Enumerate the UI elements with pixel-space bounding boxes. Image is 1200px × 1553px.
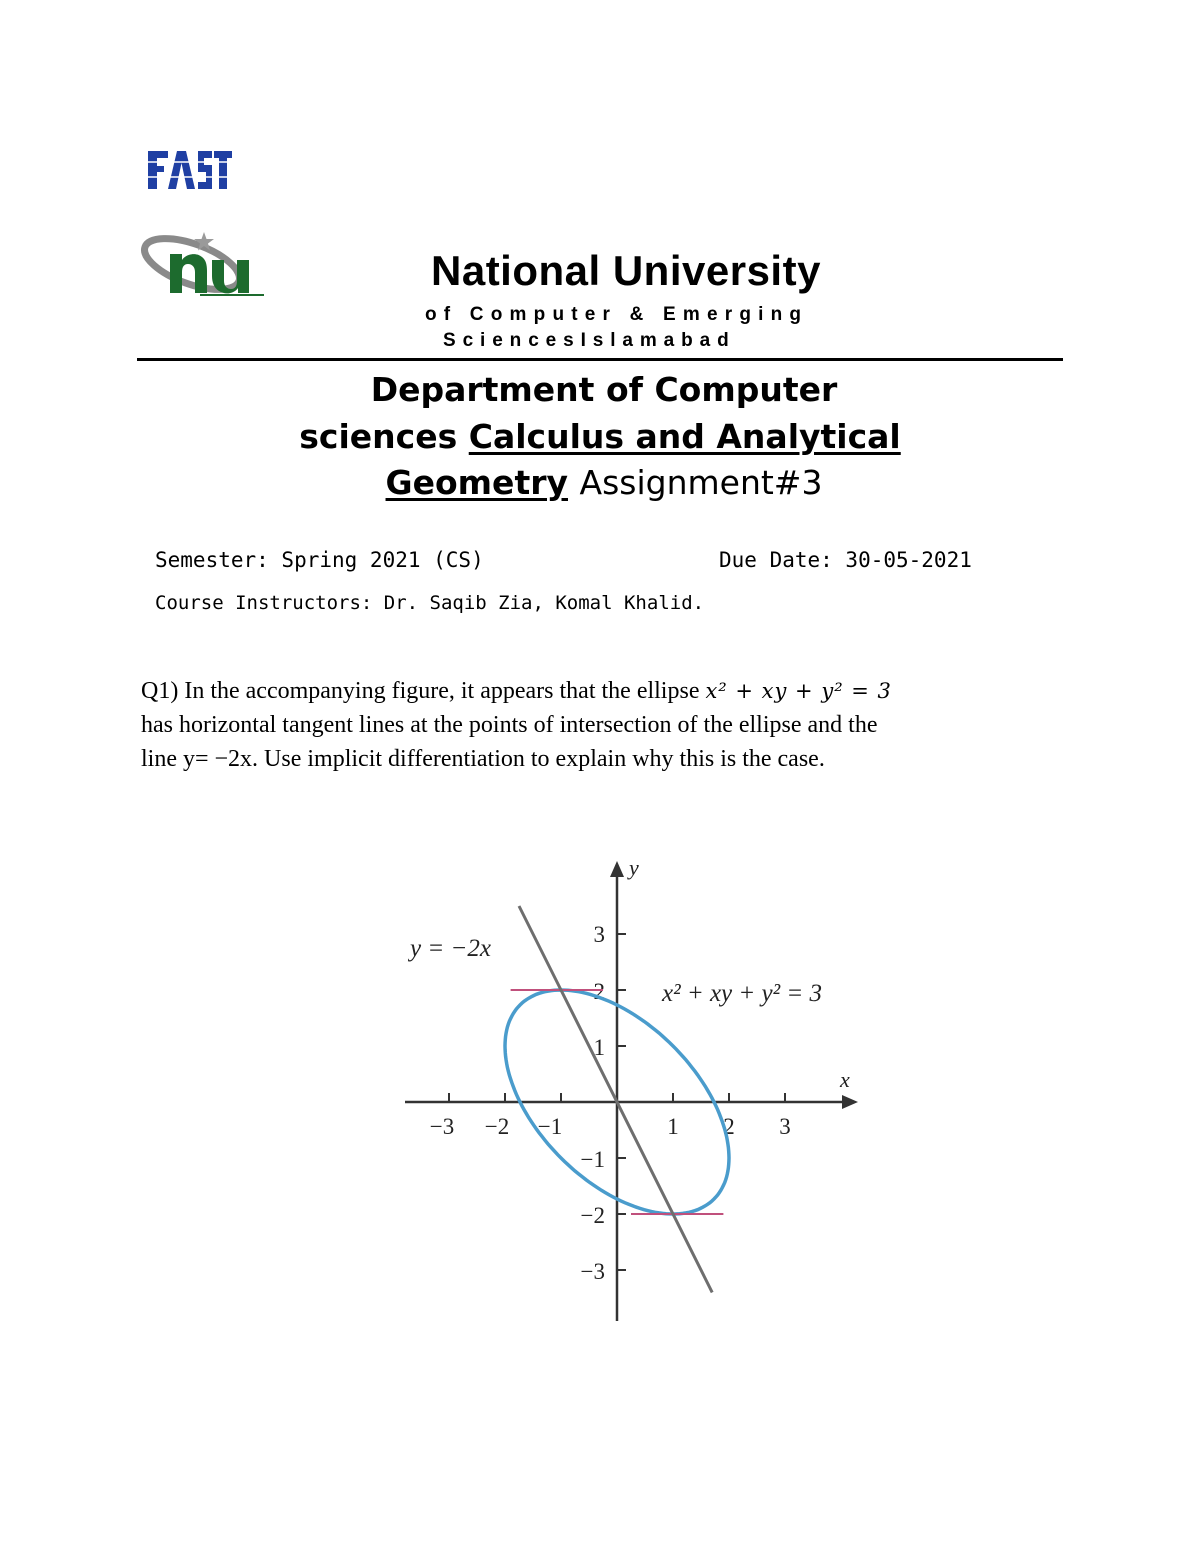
university-subtitle-line1: of Computer & Emerging [425,304,809,325]
x-tick-label: −2 [484,1114,510,1139]
x-axis-label: x [840,1067,850,1092]
x-tick-label: 1 [667,1114,679,1139]
line-y-equals-minus-2x [519,906,712,1292]
course-instructors: Course Instructors: Dr. Saqib Zia, Komal Khalid. [155,592,705,614]
y-tick-label: −3 [580,1259,605,1284]
question-line-3: line y= −2x. Use implicit differentiation to explain why this is the case. [141,746,825,772]
x-tick-label: 2 [723,1114,735,1139]
department-title [0,370,1200,409]
y-axis-label: y [629,855,639,880]
ellipse-label: x² + xy + y² = 3 [662,980,822,1007]
assignment-title-line [0,463,1200,502]
y-tick-label: −1 [580,1147,605,1172]
y-tick-label: 1 [593,1035,605,1060]
due-date: Due Date: 30-05-2021 [719,548,972,572]
y-tick-label: 3 [593,922,605,947]
ellipse-equation: x² + xy + y² = 3 [705,679,892,703]
fast-logo [146,148,232,192]
semester-info: Semester: Spring 2021 (CS) [155,548,484,572]
university-name: National University [431,247,821,294]
assignment-number: Assignment#3 [579,463,823,502]
university-subtitle-line2: SciencesIslamabad [443,330,736,351]
nu-logo [140,228,266,298]
y-tick-label: −2 [580,1203,605,1228]
x-tick-label: 3 [779,1114,791,1139]
x-axis-arrow [842,1095,858,1109]
line-label: y = −2x [410,935,491,962]
x-tick-label: −3 [429,1114,455,1139]
course-title-line [0,417,1200,456]
department-title-continued: sciences [299,417,458,456]
question-line-2: has horizontal tangent lines at the points of intersection of the ellipse and the [141,712,878,738]
department-title-text: Department of Computer [370,370,838,409]
course-name-part1: Calculus and Analytical [468,417,901,456]
y-tick-label: 2 [593,979,605,1004]
header-divider [137,358,1063,361]
course-name-part2: Geometry [385,463,568,502]
x-tick-label: −1 [537,1114,563,1139]
y-axis-arrow [610,861,624,877]
question-text: Q1) In the accompanying figure, it appears that the ellipse [141,678,700,704]
ellipse-figure [400,855,870,1325]
axes [405,855,858,1321]
question-line-1 [141,678,892,705]
